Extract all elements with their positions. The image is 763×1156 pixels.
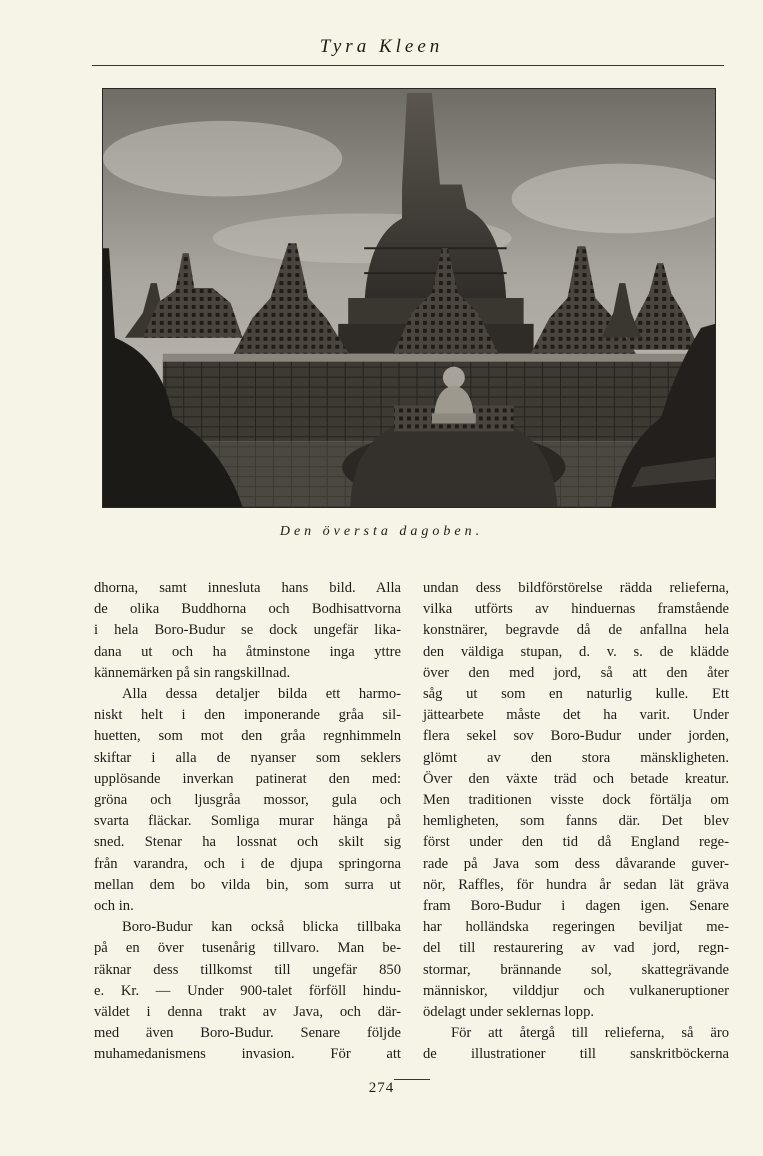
text-line: dhorna, samt innesluta hans bild. Alla: [94, 580, 401, 596]
text-line: svarta fläckar. Somliga murar hänga på: [94, 813, 401, 830]
text-line: först under den tid då England rege-: [423, 834, 729, 851]
text-line: på en över tusenårig tillvaro. Man be-: [94, 940, 401, 957]
text-line: dana ut och ha åtminstone inga yttre: [94, 643, 401, 660]
paragraph: [94, 684, 401, 917]
text-line: del till restaurering av vad jord, regn-: [423, 940, 729, 957]
text-line: För att återgå till relieferna, så äro: [451, 1025, 729, 1042]
text-line: mellan dem bo vilda bin, som surra ut: [94, 876, 401, 893]
paragraph: [423, 1023, 729, 1065]
text-line: skiftar i alla de nyanser som seklers: [94, 749, 401, 766]
right-text-column: [423, 578, 729, 1066]
text-line: muhamedanismens invasion. För att: [94, 1046, 401, 1063]
running-title: Tyra Kleen: [319, 36, 444, 57]
text-line: den väldiga stupan, d. v. s. de klädde: [423, 643, 729, 660]
text-line: räknar dess tillkomst till ungefär 850: [94, 961, 401, 978]
text-line: e. Kr. — Under 900-talet förföll hindu-: [94, 982, 401, 999]
text-line: niskt helt i den imponerande gråa sil-: [94, 707, 401, 724]
text-line: nör, Raffles, för hundra år sedan lät gräva: [423, 876, 729, 893]
text-line: undan dess bildförstörelse räddа relieferna,: [423, 580, 729, 596]
text-line: upplösande inverkan patinerat den med:: [94, 770, 401, 787]
text-line: de illustrationer till sanskritböckerna: [423, 1046, 729, 1063]
text-line: över den med jord, så att den åter: [423, 664, 729, 681]
text-line: Alla dessa detaljer bilda ett harmo-: [122, 686, 401, 703]
text-line: och in.: [94, 898, 134, 915]
text-line: gröna och ljusgråa mossor, gula och: [94, 792, 401, 809]
text-line: ödelagt under seklernas lopp.: [423, 1004, 595, 1021]
paragraph: [94, 917, 401, 1065]
text-line: jättearbete måste det ha varit. Under: [423, 707, 729, 724]
page-number: 274: [368, 1080, 395, 1096]
text-line: huetten, som mot den gråa regnhimmeln: [94, 728, 401, 745]
text-line: från varandra, och i de djupa springorna: [94, 855, 401, 872]
text-line: Över den växte träd och betade kreatur.: [423, 770, 729, 787]
text-line: stormar, brännande sol, skattegrävande: [423, 961, 729, 978]
text-line: såg ut som en naturlig kulle. Ett: [423, 686, 729, 703]
text-line: hemligheten, som fanns där. Det blev: [423, 813, 729, 830]
text-line: kännemärken på sin rangskillnad.: [94, 664, 291, 681]
text-line: flera sekel sov Boro-Budur under jorden,: [423, 728, 729, 745]
text-line: sned. Stenar ha lossnat och skilt sig: [94, 834, 401, 851]
paragraph: [423, 578, 729, 1023]
text-line: människor, vilddjur och vulkaneruptioner: [423, 982, 729, 999]
borobudur-photograph: [102, 88, 716, 508]
header-rule: [92, 65, 724, 66]
text-line: Boro-Budur kan också blicka tillbaka: [122, 919, 401, 936]
text-line: glömt av den stora mänskligheten.: [423, 749, 729, 766]
paragraph: [94, 578, 401, 684]
text-line: rade på Java som dess dåvarande guver-: [423, 855, 729, 872]
text-line: konstnärer, begravde då de anfallna hela: [423, 622, 729, 639]
text-line: väldet i denna trakt av Java, och där-: [94, 1004, 401, 1021]
text-line: Men traditionen visste dock förtälja om: [423, 792, 729, 809]
figure-caption: Den översta dagoben.: [279, 524, 484, 539]
text-line: med även Boro-Budur. Senare följde: [94, 1025, 401, 1042]
text-line: har holländska regeringen beviljat me-: [423, 919, 729, 936]
left-text-column: [94, 578, 401, 1066]
text-line: i hela Boro-Budur se dock ungefär lika-: [94, 622, 401, 639]
photograph-image-icon: [103, 89, 715, 507]
text-line: vilka utförts av hinduernas framstående: [423, 601, 729, 618]
text-line: de olika Buddhorna och Bodhisattvorna: [94, 601, 401, 618]
text-line: fram Boro-Budur i dagen igen. Senare: [423, 898, 729, 915]
